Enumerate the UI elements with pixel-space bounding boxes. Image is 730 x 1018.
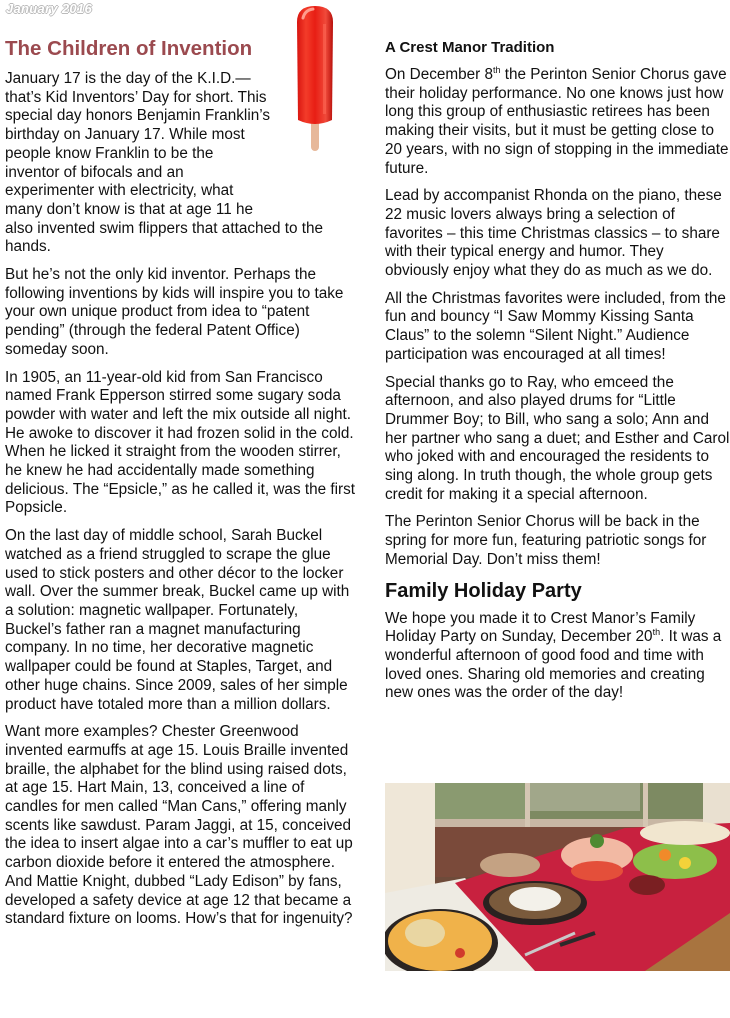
ordinal-suffix: th <box>492 64 501 75</box>
paragraph: Special thanks go to Ray, who emceed the afternoon, and also played drums for “Little Drummer Boy; to Bill, who sang a solo; Ann and her partner who sang a duet; and Esther and Carol who joked with and encouraged the residents to sing along. In truth though, the whole group gets credit for making it a special afternoon. <box>385 373 730 503</box>
paragraph: The Perinton Senior Chorus will be back in the spring for more fun, featuring patriotic songs for Memorial Day. Don’t miss them! <box>385 513 707 568</box>
section-title-holiday-party: Family Holiday Party <box>385 579 582 602</box>
right-column <box>385 36 730 712</box>
ordinal-suffix: th <box>652 627 661 638</box>
party-photo <box>385 783 730 971</box>
text: On December 8 <box>385 66 493 83</box>
paragraph: January 17 is the day of the K.I.D.— that’s Kid Inventors’ Day for short. This special day honors Benjamin Franklin’s birthday on January 17. While most people know Franklin to be the inventor of bifocals and an experimenter with electricity, what many don’t know is that at age 11 he also invented swim flippers that attached to the hands. <box>5 70 324 256</box>
paragraph <box>385 66 730 178</box>
newsletter-date: January 2016 <box>6 1 92 16</box>
article-title: The Children of Invention <box>5 37 253 60</box>
paragraph: In 1905, an 11-year-old kid from San Francisco named Frank Epperson stirred some sugary soda powder with water and left the mix outside all night. He awoke to discover it had frozen solid in the cold. When he licked it straight from the wooden stirrer, he knew he had accidentally made something delicious. The “Epsicle,” as he called it, was the first Popsicle. <box>5 368 355 517</box>
paragraph: But he’s not the only kid inventor. Perhaps the following inventions by kids will inspire you to take your own unique product from idea to “patent pending” (through the federal Patent Office) someday soon. <box>5 266 344 358</box>
paragraph: Lead by accompanist Rhonda on the piano, these 22 music lovers always bring a selection of favorites – this time Christmas classics – to share with their typical energy and humor. They obviously enjoy what they do as much as we do. <box>385 187 722 280</box>
paragraph: All the Christmas favorites were included, from the fun and bouncy “I Saw Mommy Kissing Santa Claus” to the solemn “Silent Night.” Audience participation was encouraged at all times! <box>385 289 726 363</box>
paragraph <box>385 610 730 704</box>
text: the Perinton Senior Chorus gave their holiday performance. No one knows just how long this group of enthusiastic retirees has been making their visits, but it must be getting close to 20 years, with no sign of stopping in the immediate future. <box>385 66 729 177</box>
section-title-crest-manor: A Crest Manor Tradition <box>385 39 555 56</box>
paragraph: Want more examples? Chester Greenwood invented earmuffs at age 15. Louis Braille invented braille, the alphabet for the blind using raised dots, at age 15. Hart Main, 13, conceived a line of candles for men called “Man Cans,” offering manly scents like sawdust. Param Jaggi, at 15, conceived the idea to insert algae into a car’s muffler to eat up carbon dioxide before it entered the atmosphere. And Mattie Knight, dubbed “Lady Edison” by fans, developed a safety device at age 12 that became a standard fixture on looms. How’s that for ingenuity? <box>5 723 353 928</box>
paragraph: On the last day of middle school, Sarah Buckel watched as a friend struggled to scrape the glue used to stick posters and other décor to the locker wall. Over the summer break, Buckel came up with a solution: magnetic wallpaper. Fortunately, Buckel’s father ran a magnet manufacturing company. In no time, her decorative magnetic wallpaper could be found at Staples, Target, and other huge chains. Since 2009, sales of her simple product have totaled more than a million dollars. <box>5 527 350 713</box>
text: . It was a wonderful afternoon of good food and time with loved ones. Sharing old memories and creating new ones was the order of the day! <box>385 628 722 702</box>
text: We hope you made it to Crest Manor’s Family Holiday Party on Sunday, December 20 <box>385 609 696 646</box>
article-children-of-invention <box>5 36 357 938</box>
image-float <box>271 70 357 202</box>
